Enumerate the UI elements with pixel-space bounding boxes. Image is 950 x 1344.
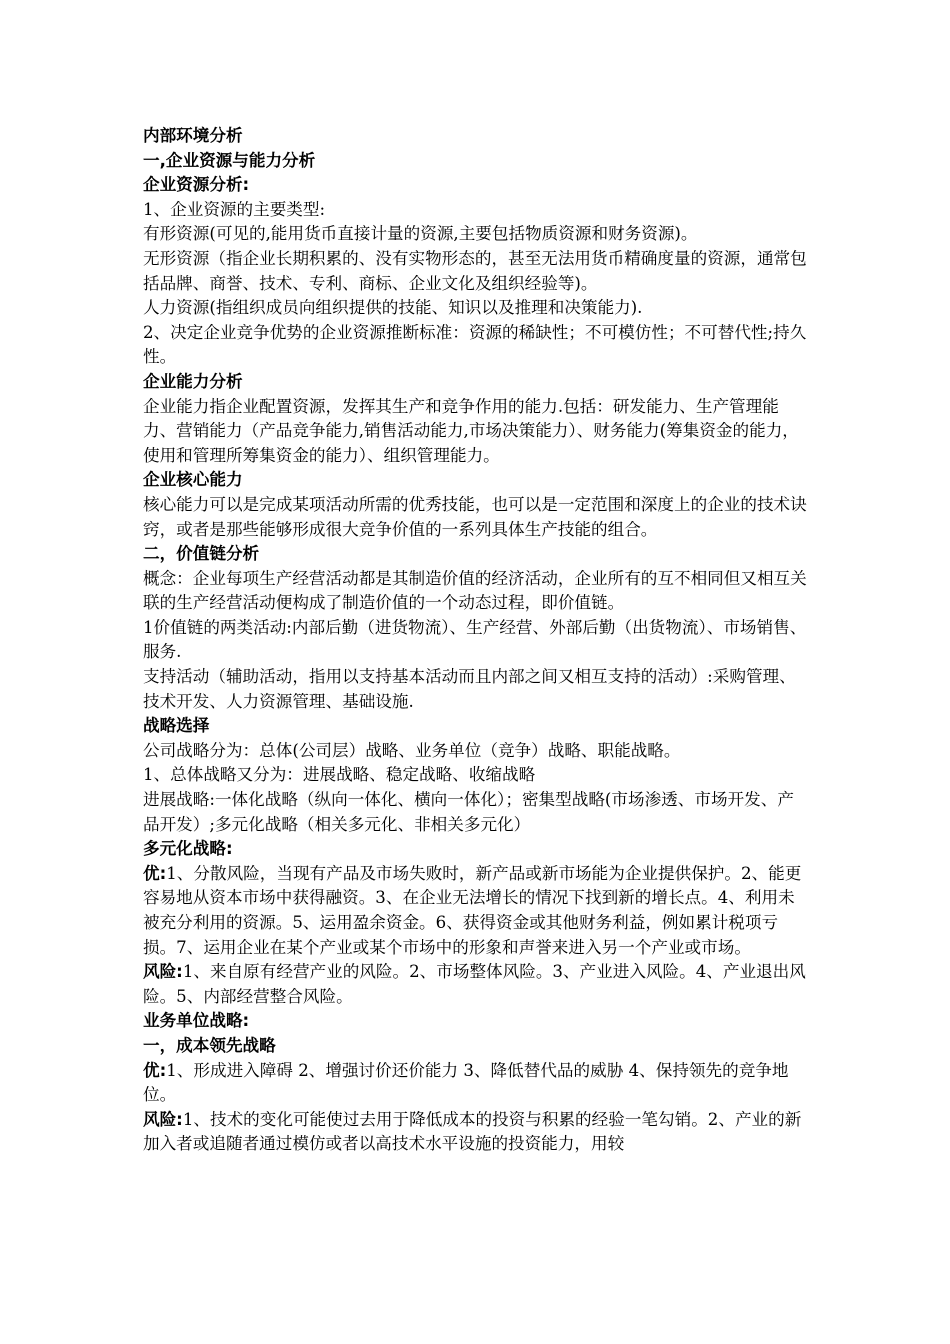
pros-text: 1、形成进入障碍 2、增强讨价还价能力 3、降低替代品的威胁 4、保持领先的竞争地位。 xyxy=(143,1060,789,1105)
risk-text: 1、来自原有经营产业的风险。2、市场整体风险。3、产业进入风险。4、产业退出风险。5、内部经营整合风险。 xyxy=(143,962,806,1006)
pros-text: 1、分散风险，当现有产品及市场失败时，新产品或新市场能为企业提供保护。2、能更容易地从资本市场中获得融资。3、在企业无法增长的情况下找到新的增长点。4、利用未被充分利用的资源。5、运用盈余资金。6、获得资金或其他财务利益，例如累计税项亏损。7、运用企业在某个产业或某个市场中的形象和声誉来进入另一个产业或市场。 xyxy=(143,863,802,957)
subheading-cost-leadership: 一，成本领先战略 xyxy=(143,1035,276,1055)
paragraph: 核心能力可以是完成某项活动所需的优秀技能，也可以是一定范围和深度上的企业的技术诀窍，或者是那些能够形成很大竞争价值的一系列具体生产技能的组合。 xyxy=(143,494,807,539)
subheading-resource-analysis: 企业资源分析: xyxy=(143,175,250,195)
pros-label: 优: xyxy=(143,863,167,883)
subheading-core-capability: 企业核心能力 xyxy=(143,470,243,490)
paragraph: 1、企业资源的主要类型: xyxy=(143,199,326,219)
document-body xyxy=(143,124,807,1157)
paragraph: 进展战略:一体化战略（纵向一体化、横向一体化）；密集型战略(市场渗透、市场开发、产品开发）;多元化战略（相关多元化、非相关多元化） xyxy=(143,790,794,834)
section-heading-value-chain: 二，价值链分析 xyxy=(143,544,260,564)
paragraph-pros xyxy=(143,862,807,960)
paragraph: 公司战略分为：总体(公司层）战略、业务单位（竞争）战略、职能战略。 xyxy=(143,740,681,760)
paragraph: 有形资源(可见的,能用货币直接计量的资源,主要包括物质资源和财务资源)。 xyxy=(143,224,698,244)
paragraph: 2、决定企业竞争优势的企业资源推断标准：资源的稀缺性；不可模仿性；不可替代性;持久性。 xyxy=(143,322,807,367)
section-heading-strategy: 战略选择 xyxy=(143,716,210,736)
paragraph: 1、总体战略又分为：进展战略、稳定战略、收缩战略 xyxy=(143,765,536,785)
paragraph: 1价值链的两类活动:内部后勤（进货物流）、生产经营、外部后勤（出货物流）、市场销售、服务. xyxy=(143,617,807,662)
paragraph-risks xyxy=(143,960,807,1009)
paragraph: 概念：企业每项生产经营活动都是其制造价值的经济活动，企业所有的互不相同但又相互关联的生产经营活动便构成了制造价值的一个动态过程，即价值链。 xyxy=(143,568,807,613)
risk-label: 风险: xyxy=(143,1109,183,1129)
paragraph: 企业能力指企业配置资源，发挥其生产和竞争作用的能力.包括：研发能力、生产管理能力、营销能力（产品竞争能力,销售活动能力,市场决策能力）、财务能力(筹集资金的能力，使用和管理所筹集资金的能力）、组织管理能力。 xyxy=(143,396,799,465)
pros-label: 优: xyxy=(143,1060,167,1080)
paragraph: 支持活动（辅助活动，指用以支持基本活动而且内部之间又相互支持的活动）:采购管理、技术开发、人力资源管理、基础设施. xyxy=(143,667,796,711)
section-heading-diversification: 多元化战略: xyxy=(143,839,233,859)
section-heading-resources: 一,企业资源与能力分析 xyxy=(143,150,316,170)
subheading-capability-analysis: 企业能力分析 xyxy=(143,371,243,391)
paragraph: 无形资源（指企业长期积累的、没有实物形态的，甚至无法用货币精确度量的资源，通常包括品牌、商誉、技术、专利、商标、企业文化及组织经验等)。 xyxy=(143,248,807,293)
risk-text: 1、技术的变化可能使过去用于降低成本的投资与积累的经验一笔勾销。2、产业的新加入者或追随者通过模仿或者以高技术水平设施的投资能力，用较 xyxy=(143,1109,802,1154)
document-title: 内部环境分析 xyxy=(143,126,243,145)
risk-label: 风险: xyxy=(143,962,183,982)
paragraph: 人力资源(指组织成员向组织提供的技能、知识以及推理和决策能力). xyxy=(143,298,643,318)
paragraph-risks xyxy=(143,1108,807,1157)
section-heading-business-strategy: 业务单位战略: xyxy=(143,1011,250,1031)
paragraph-pros xyxy=(143,1059,807,1108)
